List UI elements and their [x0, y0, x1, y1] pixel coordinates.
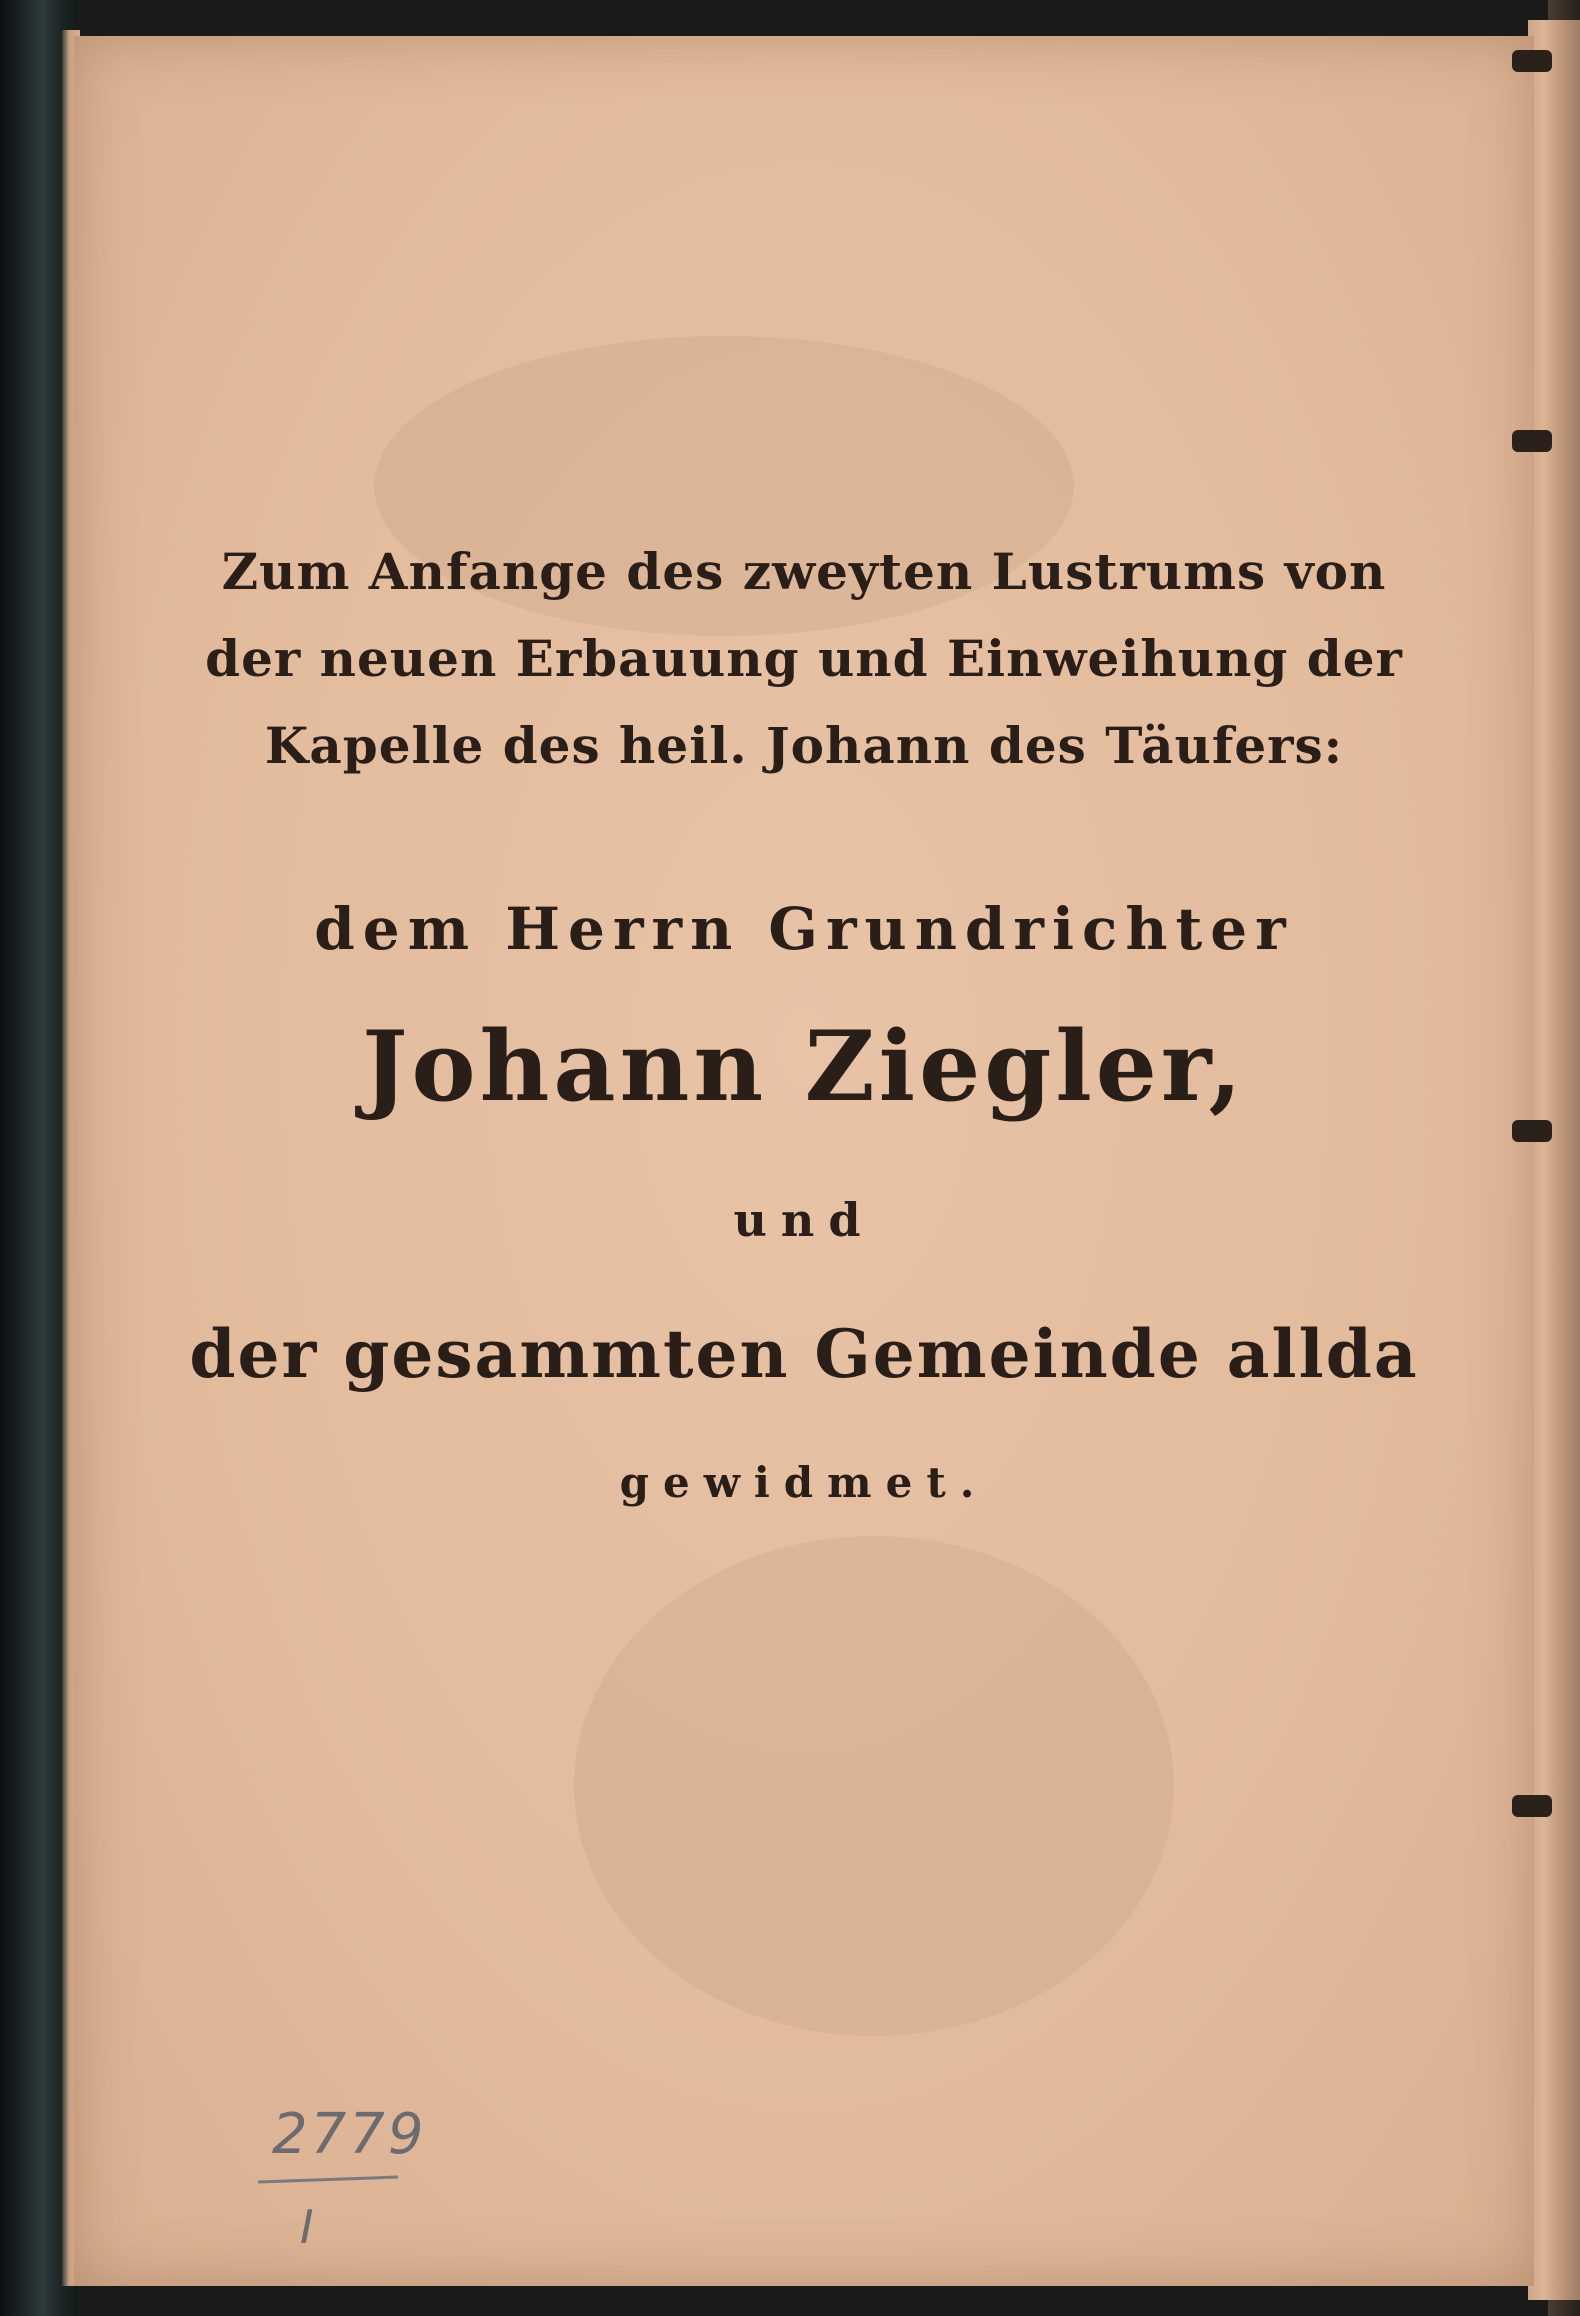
paper-stain — [574, 1536, 1174, 2036]
binding-stitch — [1512, 50, 1552, 72]
addressee-name: Johann Ziegler, — [362, 1010, 1246, 1123]
facing-page-edge — [1528, 20, 1580, 2300]
binding-stitch — [1512, 430, 1552, 452]
pencil-shelfmark-sub: I — [300, 2200, 314, 2254]
conjunction: und — [733, 1193, 875, 1247]
binding-stitch — [1512, 1120, 1552, 1142]
intro-line-1: Zum Anfange des zweyten Lustrums von — [221, 542, 1387, 601]
pencil-shelfmark-number: 2779 — [272, 2102, 427, 2167]
community-line: der gesammten Gemeinde allda — [189, 1315, 1419, 1393]
binding-stitch — [1512, 1795, 1552, 1817]
dedication-intro — [74, 528, 1534, 789]
closing-word: gewidmet. — [619, 1458, 989, 1507]
intro-line-3: Kapelle des heil. Johann des Täufers: — [264, 716, 1344, 775]
addressee-prefix: dem Herrn Grundrichter — [314, 895, 1294, 963]
intro-line-2: der neuen Erbauung und Einweihung der — [205, 629, 1403, 688]
book-page — [74, 36, 1534, 2286]
